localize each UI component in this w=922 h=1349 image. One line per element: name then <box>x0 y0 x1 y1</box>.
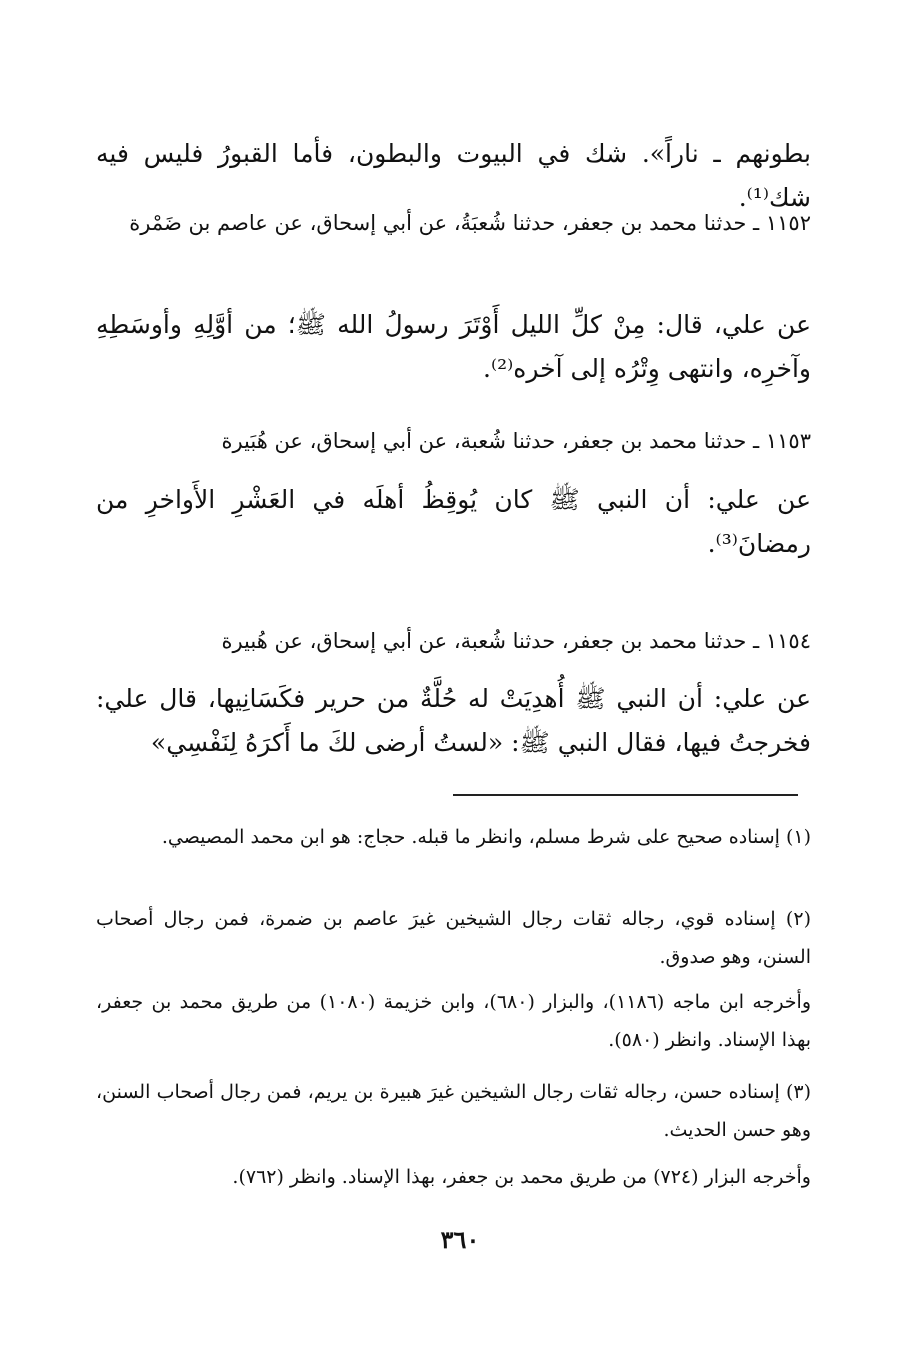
footnote-2-extra: وأخرجه ابن ماجه (١١٨٦)، والبزار (٦٨٠)، وابن خزيمة (١٠٨٠) من طريق محمد بن جعفر، بهذا الإسناد. وانظر (٥٨٠). <box>96 991 812 1051</box>
footnote-1: (١) إسناده صحيح على شرط مسلم، وانظر ما قبله. حجاج: هو ابن محمد المصيصي. <box>161 826 811 848</box>
footnote-2: (٢) إسناده قوي، رجاله ثقات رجال الشيخين غيرَ عاصم بن ضمرة، فمن رجال أصحاب السنن، وهو صدوق. <box>96 908 811 968</box>
hadith-1152-text: عن علي، قال: مِنْ كلِّ الليل أَوْتَرَ رسولُ الله ﷺ؛ من أوَّلِهِ وأوسَطِهِ وآخرِه، وانتهى وِتْرُه إلى آخره⁽²⁾. <box>96 310 811 383</box>
hadith-1154-chain: ١١٥٤ ـ حدثنا محمد بن جعفر، حدثنا شُعبة، عن أبي إسحاق، عن هُبيرة <box>221 629 811 653</box>
hadith-1154-text: عن علي: أن النبي ﷺ أُهدِيَتْ له حُلَّةٌ من حرير فكَسَانِيها، قال علي: فخرجتُ فيها، فقال النبي ﷺ: «لستُ أرضى لكَ ما أَكرَهُ لِنَفْسِي» <box>96 684 811 757</box>
footnote-separator <box>453 794 798 796</box>
page-number: ٣٦٠ <box>440 1225 480 1254</box>
hadith-continuation-text: بطونهم ـ ناراً». شك في البيوت والبطون، فأما القبورُ فليس فيه شك⁽¹⁾. <box>96 139 811 212</box>
hadith-1153-text: عن علي: أن النبي ﷺ كان يُوقِظُ أهلَه في العَشْرِ الأَواخرِ من رمضانَ⁽³⁾. <box>96 485 811 558</box>
hadith-1153-chain: ١١٥٣ ـ حدثنا محمد بن جعفر، حدثنا شُعبة، عن أبي إسحاق، عن هُبَيرة <box>221 429 811 453</box>
hadith-1152-chain: ١١٥٢ ـ حدثنا محمد بن جعفر، حدثنا شُعبَةُ، عن أبي إسحاق، عن عاصم بن ضَمْرة <box>129 211 811 235</box>
footnote-3-extra: وأخرجه البزار (٧٢٤) من طريق محمد بن جعفر، بهذا الإسناد. وانظر (٧٦٢). <box>232 1166 811 1188</box>
footnote-3: (٣) إسناده حسن، رجاله ثقات رجال الشيخين غيرَ هبيرة بن يريم، فمن رجال أصحاب السنن، وهو حسن الحديث. <box>96 1081 811 1141</box>
